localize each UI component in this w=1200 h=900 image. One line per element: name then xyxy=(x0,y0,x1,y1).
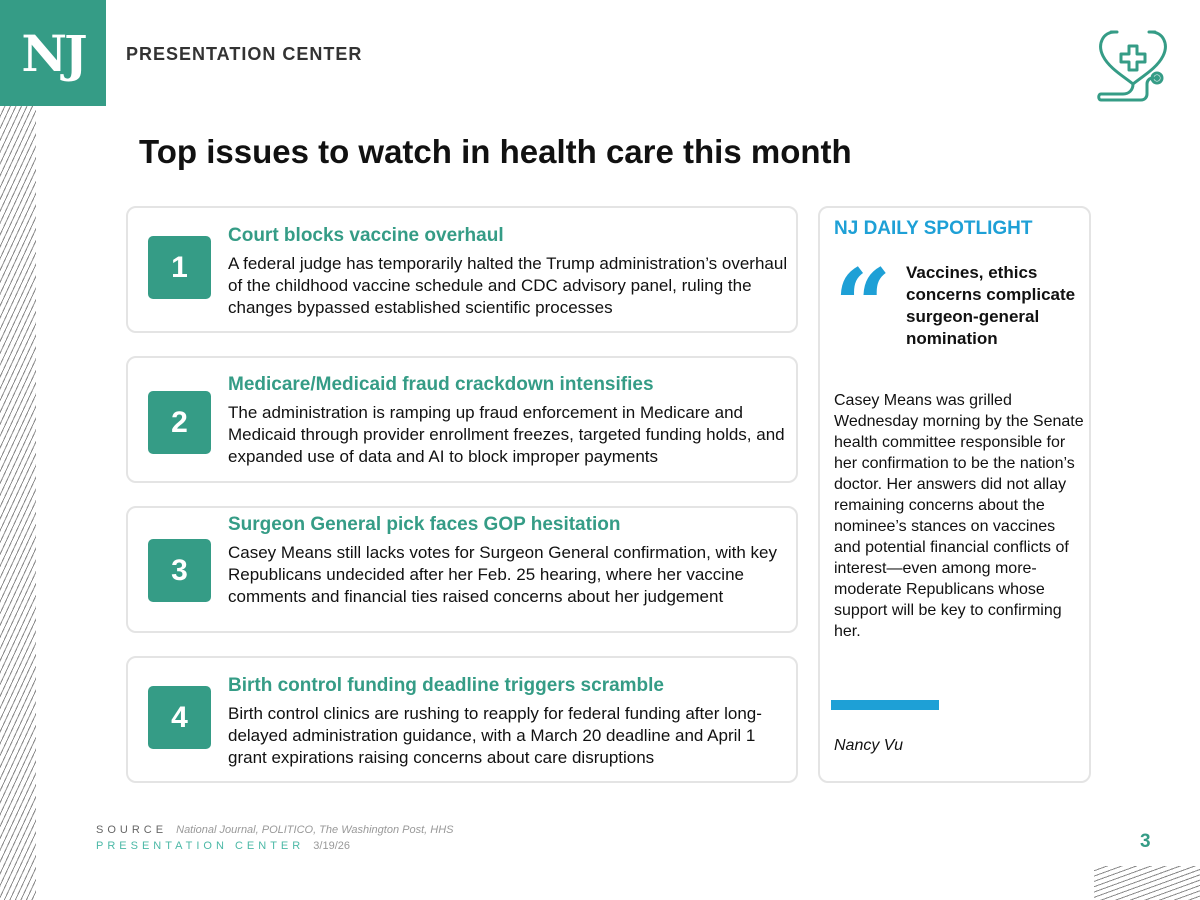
spotlight-body: Casey Means was grilled Wednesday morning by the Senate health committee responsible for her confirmation to be the nation’s doctor. Her answers did not allay remaining concerns about the nominee’s stances on vaccines and potential financial conflicts of interest—even among more-moderate Republicans whose support will be key to confirming her. xyxy=(834,392,1084,640)
issue-number-badge: 4 xyxy=(148,686,211,749)
issue-card-2 xyxy=(126,356,798,483)
presentation-center-line xyxy=(96,840,350,852)
heart-stethoscope-icon xyxy=(1093,24,1173,104)
issue-number-badge: 1 xyxy=(148,236,211,299)
issue-body: Birth control clinics are rushing to reapply for federal funding after long-delayed administration guidance, with a March 20 deadline and April 1 grant expirations raising concerns about care disruptions xyxy=(228,704,762,767)
issue-body: A federal judge has temporarily halted the Trump administration’s overhaul of the childhood vaccine schedule and CDC advisory panel, ruling the changes bypassed established scientific processes xyxy=(228,254,788,317)
issue-body: The administration is ramping up fraud enforcement in Medicare and Medicaid through provider enrollment freezes, targeted funding holds, and expanded use of data and AI to block improper payments xyxy=(228,403,785,466)
issue-body: Casey Means still lacks votes for Surgeon General confirmation, with key Republicans undecided after her Feb. 25 hearing, where her vaccine comments and financial ties raised concerns about her judgement xyxy=(228,543,777,606)
source-label: SOURCE xyxy=(96,824,168,836)
brand-name: PRESENTATION CENTER xyxy=(126,44,363,64)
issue-card-3 xyxy=(126,506,798,633)
spotlight-author: Nancy Vu xyxy=(834,737,904,754)
quote-icon: “ xyxy=(834,247,892,365)
decorative-hatch-left xyxy=(0,106,36,900)
source-value: National Journal, POLITICO, The Washington Post, HHS xyxy=(176,824,454,836)
issue-title: Court blocks vaccine overhaul xyxy=(228,225,504,246)
nj-logo xyxy=(0,0,106,106)
issue-card-4 xyxy=(126,656,798,783)
page-number: 3 xyxy=(1140,831,1151,852)
issue-number-badge: 2 xyxy=(148,391,211,454)
spotlight-panel xyxy=(818,206,1091,783)
accent-divider xyxy=(831,700,939,710)
source-line xyxy=(96,824,454,836)
presentation-center-label: PRESENTATION CENTER xyxy=(96,840,305,852)
date: 3/19/26 xyxy=(313,840,350,852)
spotlight-title: NJ DAILY SPOTLIGHT xyxy=(834,218,1033,239)
spotlight-headline: Vaccines, ethics concerns complicate surgeon-general nomination xyxy=(906,263,1076,348)
issue-title: Birth control funding deadline triggers scramble xyxy=(228,675,664,696)
issue-title: Surgeon General pick faces GOP hesitation xyxy=(228,514,621,535)
issue-number-badge: 3 xyxy=(148,539,211,602)
issue-title: Medicare/Medicaid fraud crackdown intensifies xyxy=(228,374,654,395)
logo-text: NJ xyxy=(21,23,85,83)
decorative-hatch-bottom-right xyxy=(1094,866,1200,900)
page-title: Top issues to watch in health care this month xyxy=(139,133,852,170)
issue-card-1 xyxy=(126,206,798,333)
